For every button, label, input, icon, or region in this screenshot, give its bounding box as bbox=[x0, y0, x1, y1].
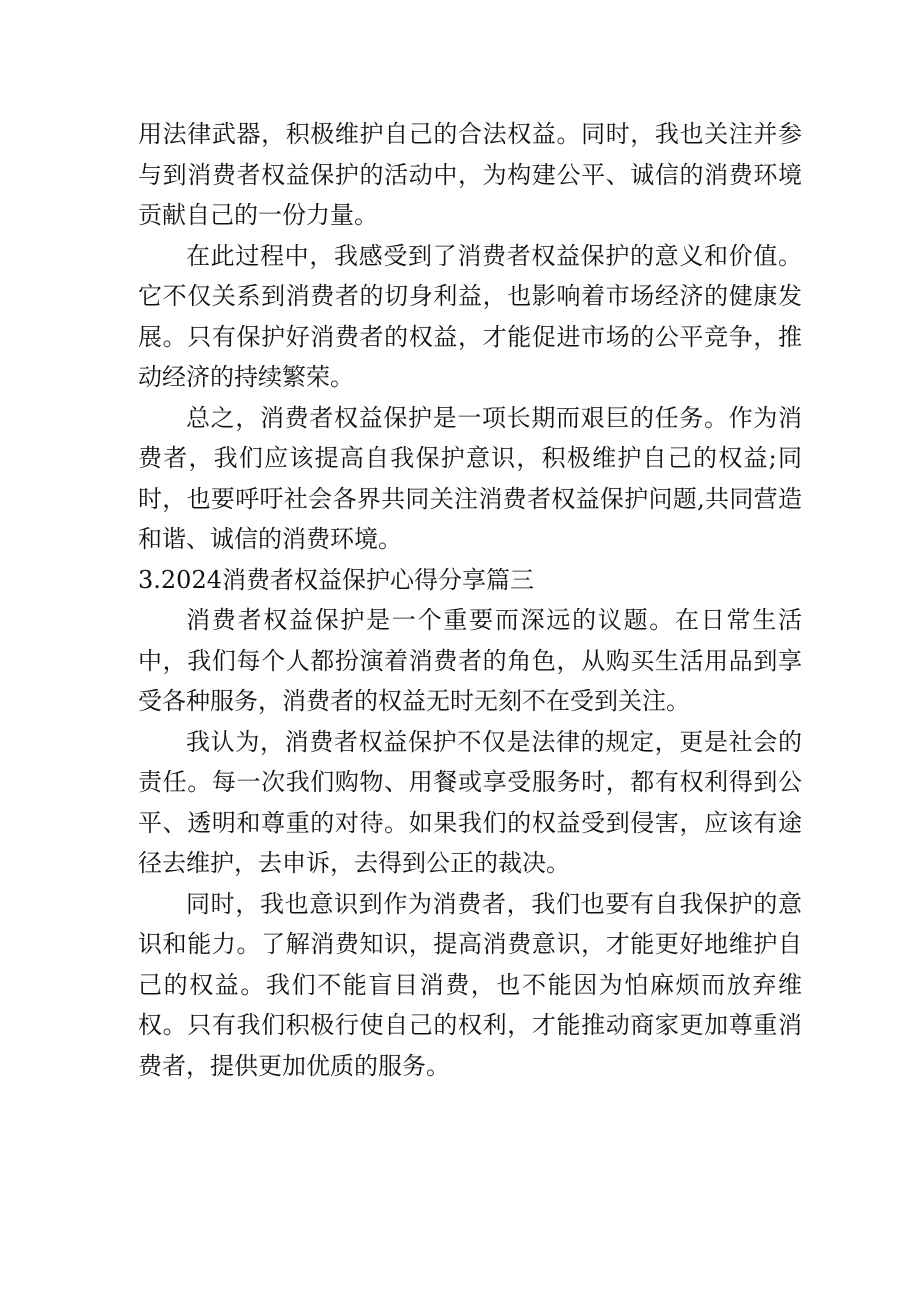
paragraph-opinion: 我认为，消费者权益保护不仅是法律的规定，更是社会的责任。每一次我们购物、用餐或享受服务时，都有权利得到公平、透明和尊重的对待。如果我们的权益受到侵害，应该有途径去维护，去申诉，去得到公正的裁决。 bbox=[138, 727, 802, 877]
paragraph-continued: 用法律武器，积极维护自己的合法权益。同时，我也关注并参与到消费者权益保护的活动中，为构建公平、诚信的消费环境贡献自己的一份力量。 bbox=[138, 120, 802, 229]
paragraph-significance: 在此过程中，我感受到了消费者权益保护的意义和价值。它不仅关系到消费者的切身利益，也影响着市场经济的健康发展。只有保护好消费者的权益，才能促进市场的公平竞争，推动经济的持续繁荣。 bbox=[138, 241, 802, 391]
paragraph-conclusion: 总之，消费者权益保护是一项长期而艰巨的任务。作为消费者，我们应该提高自我保护意识，积极维护自己的权益;同时，也要呼吁社会各界共同关注消费者权益保护问题,共同营造和谐、诚信的消费环境。 bbox=[138, 403, 802, 553]
paragraph-intro: 消费者权益保护是一个重要而深远的议题。在日常生活中，我们每个人都扮演着消费者的角色，从购买生活用品到享受各种服务，消费者的权益无时无刻不在受到关注。 bbox=[138, 606, 802, 715]
document-body bbox=[138, 114, 802, 1086]
section-heading: 3.2024消费者权益保护心得分享篇三 bbox=[138, 565, 534, 594]
paragraph-self-protection: 同时，我也意识到作为消费者，我们也要有自我保护的意识和能力。了解消费知识，提高消费意识，才能更好地维护自己的权益。我们不能盲目消费，也不能因为怕麻烦而放弃维权。只有我们积极行使自己的权利，才能推动商家更加尊重消费者，提供更加优质的服务。 bbox=[138, 889, 802, 1080]
